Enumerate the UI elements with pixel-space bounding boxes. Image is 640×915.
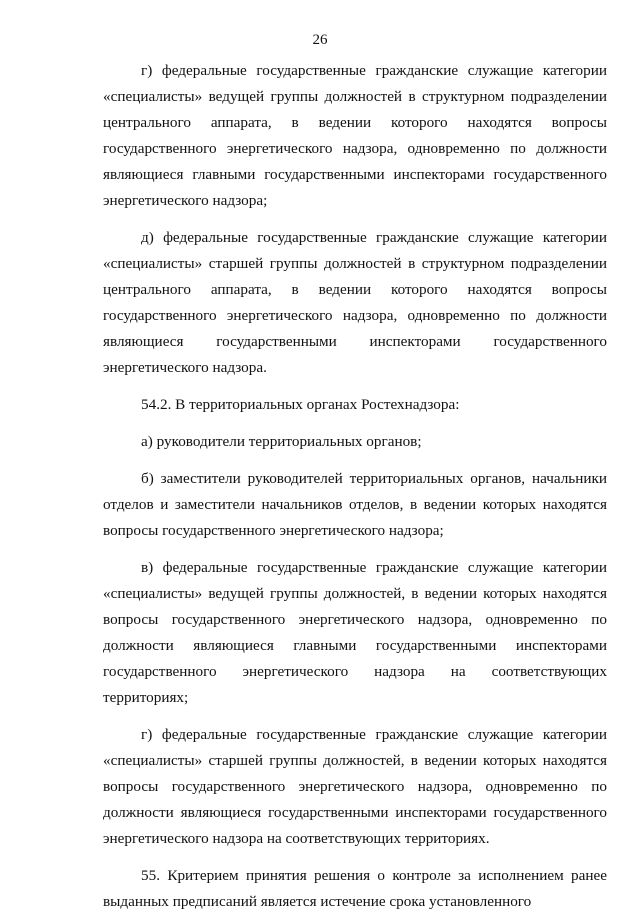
paragraph-g-central: г) федеральные государственные гражданские служащие категории «специалисты» ведущей группы должностей в структурном подразделении центрального аппарата, в ведении которого находятся вопросы государственного энергетического надзора, одновременно по должности являющиеся главными государственными инспекторами государственного энергетического надзора; bbox=[103, 62, 607, 209]
paragraph-g-territorial: г) федеральные государственные гражданские служащие категории «специалисты» старшей группы должностей, в ведении которых находятся вопросы государственного энергетического надзора, одновременно по должности являющиеся государственными инспекторами государственного энергетического надзора на соответствующих территориях. bbox=[103, 726, 607, 847]
paragraph-v-territorial: в) федеральные государственные гражданские служащие категории «специалисты» ведущей группы должностей, в ведении которых находятся вопросы государственного энергетического надзора, одновременно по должности являющиеся главными государственными инспекторами государственного энергетического надзора на соответствующих территориях; bbox=[103, 559, 607, 706]
paragraph-55: 55. Критерием принятия решения о контроле за исполнением ранее выданных предписаний является истечение срока установленного bbox=[103, 867, 607, 910]
document-body bbox=[103, 58, 607, 915]
paragraph-a-territorial: а) руководители территориальных органов; bbox=[141, 433, 422, 450]
paragraph-b-territorial: б) заместители руководителей территориальных органов, начальники отделов и заместители начальников отделов, в ведении которых находятся вопросы государственного энергетического надзора; bbox=[103, 470, 607, 539]
paragraph-54-2-heading: 54.2. В территориальных органах Ростехнадзора: bbox=[141, 396, 460, 413]
paragraph-d-central: д) федеральные государственные гражданские служащие категории «специалисты» старшей группы должностей в структурном подразделении центрального аппарата, в ведении которого находятся вопросы государственного энергетического надзора, одновременно по должности являющиеся государственными инспекторами государственного энергетического надзора. bbox=[103, 229, 607, 376]
page-number: 26 bbox=[312, 32, 328, 48]
